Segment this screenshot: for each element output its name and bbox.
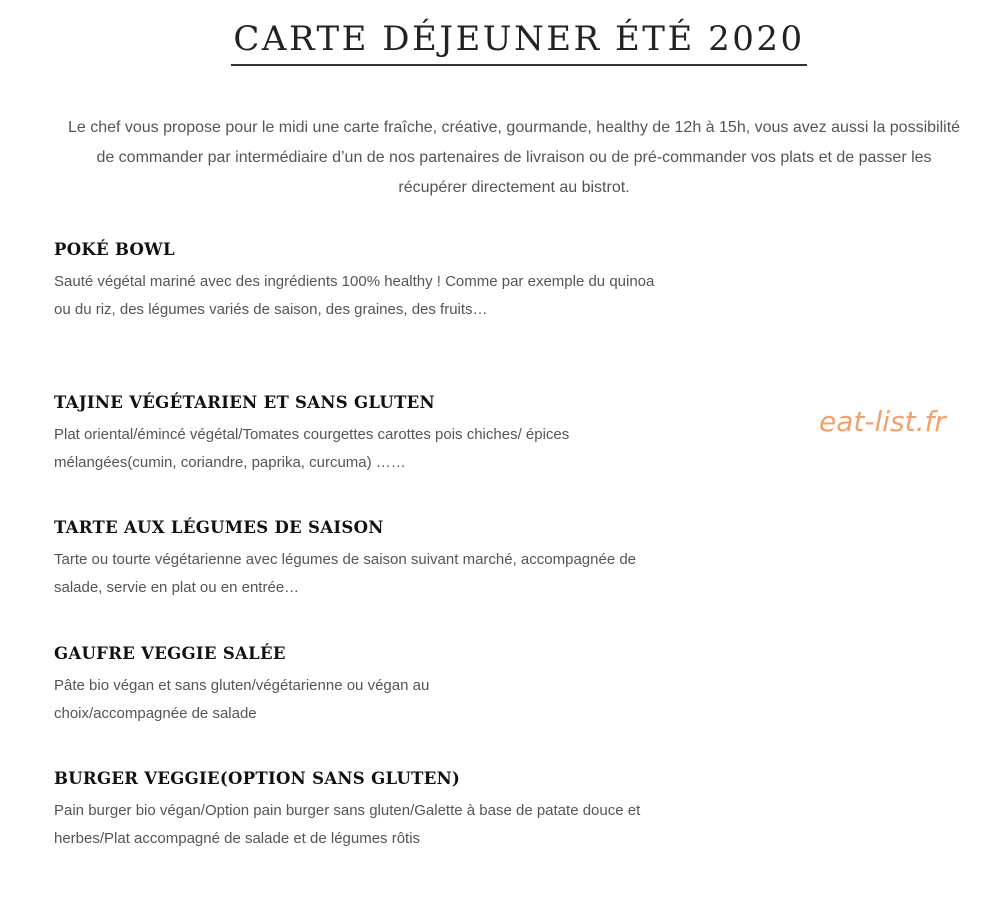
page-title: CARTE DÉJEUNER ÉTÉ 2020: [231, 18, 806, 66]
title-container: [0, 18, 989, 66]
menu-item-gaufre: [54, 642, 664, 728]
menu-item-poke-bowl: [54, 238, 664, 324]
watermark: eat-list.fr: [819, 405, 946, 438]
menu-item-description: Pâte bio végan et sans gluten/végétarienne ou végan au choix/accompagnée de salade: [54, 677, 430, 722]
menu-item-title: BURGER VEGGIE(OPTION SANS GLUTEN): [54, 769, 461, 788]
menu-item-burger: [54, 767, 664, 853]
menu-item-tarte: [54, 516, 664, 602]
menu-item-description: Plat oriental/émincé végétal/Tomates courgettes carottes pois chiches/ épices mélangées(cumin, coriandre, paprika, curcuma) ……: [54, 426, 570, 471]
intro-text: Le chef vous propose pour le midi une carte fraîche, créative, gourmande, healthy de 12h à 15h, vous avez aussi la possibilité de commander par intermédiaire d’un de nos partenaires de livraison ou de pré-commander vos plats et de passer les récupérer directement au bistrot.: [67, 119, 961, 196]
menu-item-title: GAUFRE VEGGIE SALÉE: [54, 644, 286, 663]
menu-item-title: TAJINE VÉGÉTARIEN ET SANS GLUTEN: [54, 393, 435, 412]
menu-item-description: Pain burger bio végan/Option pain burger sans gluten/Galette à base de patate douce et herbes/Plat accompagné de salade et de légumes rôtis: [54, 802, 641, 847]
menu-item-title: TARTE AUX LÉGUMES DE SAISON: [54, 518, 384, 537]
menu-item-description: Sauté végétal mariné avec des ingrédients 100% healthy ! Comme par exemple du quinoa ou du riz, des légumes variés de saison, des graines, des fruits…: [54, 273, 655, 318]
menu-item-description: Tarte ou tourte végétarienne avec légumes de saison suivant marché, accompagnée de salade, servie en plat ou en entrée…: [54, 551, 637, 596]
menu-item-title: POKÉ BOWL: [54, 240, 175, 259]
menu-item-tajine: [54, 391, 664, 477]
